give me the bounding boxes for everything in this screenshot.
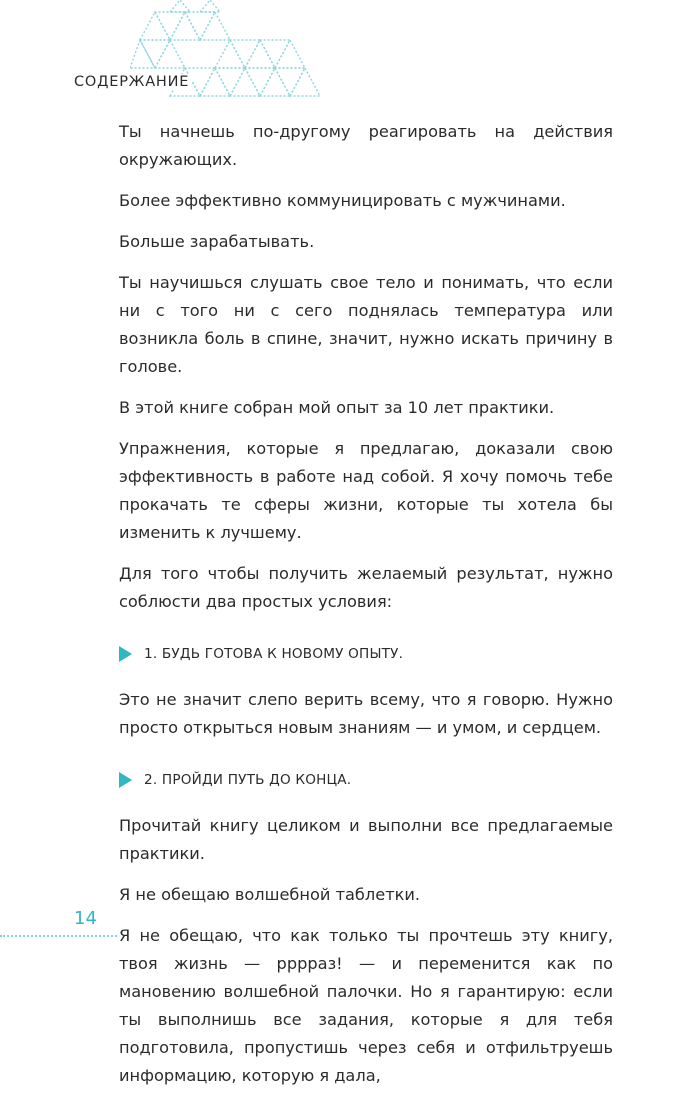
rule-heading-text: 1. БУДЬ ГОТОВА К НОВОМУ ОПЫТУ. (144, 646, 404, 662)
paragraph: Я не обещаю волшебной таблетки. (119, 885, 421, 904)
table-of-contents-link[interactable]: СОДЕРЖАНИЕ (74, 74, 192, 90)
rule-heading-text: 2. ПРОЙДИ ПУТЬ ДО КОНЦА. (144, 772, 352, 788)
paragraph: Прочитай книгу целиком и выполни все предлагаемые практики. (119, 816, 613, 863)
footer-dotted-line (0, 935, 117, 937)
triangle-bullet-icon (119, 772, 132, 788)
paragraph: Ты начнешь по-другому реагировать на действия окружающих. (119, 122, 613, 169)
paragraph: Ты научишься слушать свое тело и понимать, что если ни с того ни с сего поднялась температура или возникла боль в спине, значит, нужно искать причину в голове. (119, 273, 613, 376)
paragraph: Я не обещаю, что как только ты прочтешь эту книгу, твоя жизнь — ррррaз! — и переменится как по мановению волшебной палочки. Но я гарантирую: если ты выполнишь все задания, которые я для тебя подготовила, пропустишь через себя и отфильтруешь информацию, которую я дала, (119, 926, 613, 1085)
page-body (119, 118, 613, 1103)
triangle-pattern-decoration (130, 0, 330, 110)
paragraph: Упражнения, которые я предлагаю, доказали свою эффективность в работе над собой. Я хочу помочь тебе прокачать те сферы жизни, которые ты хотела бы изменить к лучшему. (119, 439, 613, 542)
paragraph: Для того чтобы получить желаемый результат, нужно соблюсти два простых условия: (119, 564, 613, 611)
page-number: 14 (74, 908, 97, 929)
paragraph: В этой книге собран мой опыт за 10 лет практики. (119, 398, 555, 417)
rule-heading-2 (119, 766, 613, 794)
triangle-bullet-icon (119, 646, 132, 662)
paragraph: Более эффективно коммуницировать с мужчинами. (119, 191, 566, 210)
paragraph: Больше зарабатывать. (119, 232, 315, 251)
rule-heading-1 (119, 640, 613, 668)
paragraph: Это не значит слепо верить всему, что я говорю. Нужно просто открыться новым знаниям — и умом, и сердцем. (119, 690, 613, 737)
